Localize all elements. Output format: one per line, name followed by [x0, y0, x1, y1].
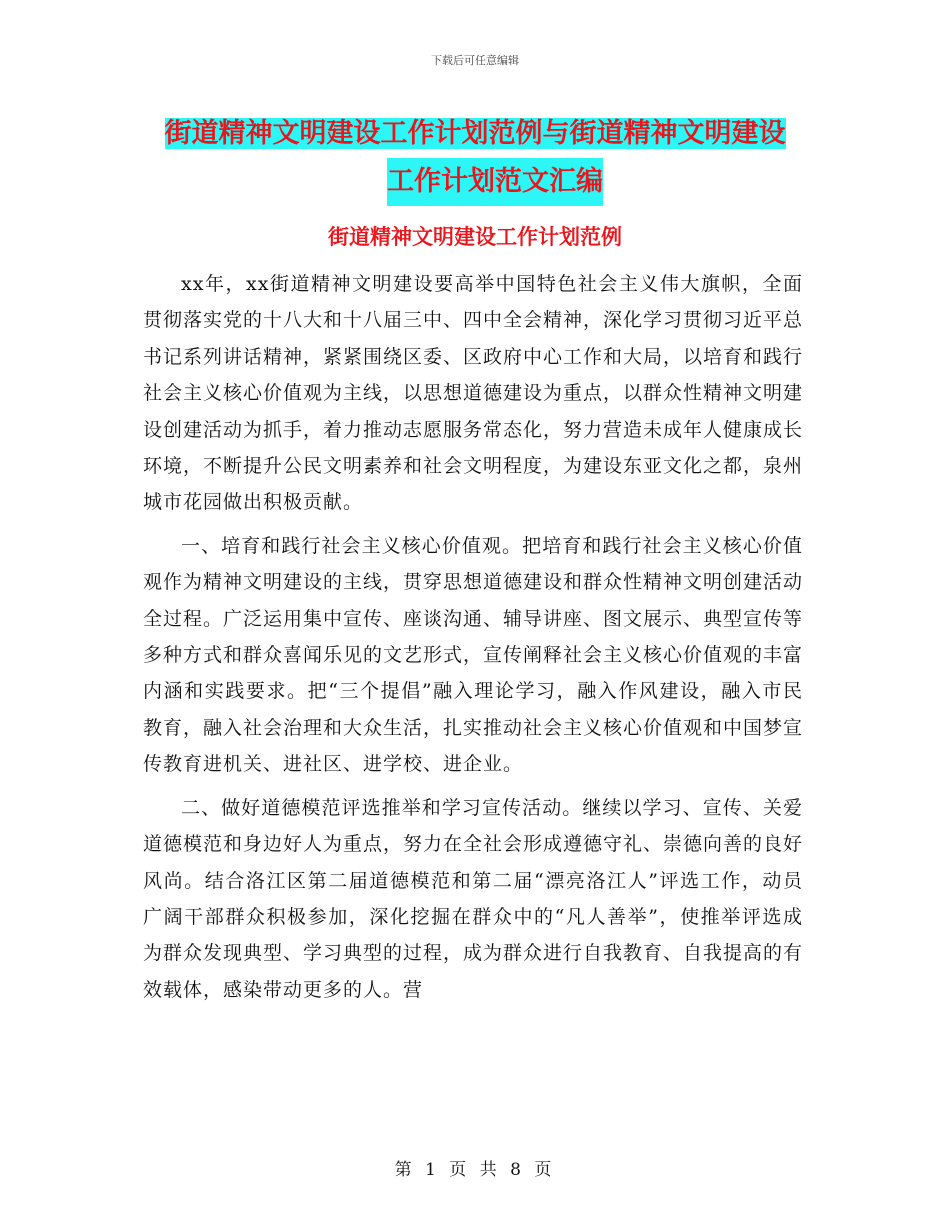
body-text: [143, 266, 803, 1015]
paragraph: 一、培育和践行社会主义核心价值观。把培育和践行社会主义核心价值观作为精神文明建设的主线，贯穿思想道德建设和群众性精神文明创建活动全过程。广泛运用集中宣传、座谈沟通、辅导讲座、图文展示、典型宣传等多种方式和群众喜闻乐见的文艺形式，宣传阐释社会主义核心价值观的丰富内涵和实践要求。把“三个提倡”融入理论学习，融入作风建设，融入市民教育，融入社会治理和大众生活，扎实推动社会主义核心价值观和中国梦宣传教育进机关、进社区、进学校、进企业。: [143, 534, 804, 776]
section-title: 街道精神文明建设工作计划范例: [328, 225, 622, 249]
header-note: 下载后可任意编辑: [431, 54, 519, 67]
paragraph: 二、做好道德模范评选推举和学习宣传活动。继续以学习、宣传、关爱道德模范和身边好人为重点，努力在全社会形成遵德守礼、崇德向善的良好风尚。结合洛江区第二届道德模范和第二届“漂亮洛江人”评选工作，动员广阔干部群众积极参加，深化挖掘在群众中的“凡人善举”，使推举评选成为群众发现典型、学习典型的过程，成为群众进行自我教育、自我提高的有效载体，感染带动更多的人。营: [143, 796, 804, 1001]
page-number-footer: 第 1 页 共 8 页: [394, 1160, 556, 1180]
title-line-2: 工作计划范文汇编: [387, 158, 603, 206]
paragraph: xx年，xx街道精神文明建设要高举中国特色社会主义伟大旗帜，全面贯彻落实党的十八大和十八届三中、四中全会精神，深化学习贯彻习近平总书记系列讲话精神，紧紧围绕区委、区政府中心工作和大局，以培育和践行社会主义核心价值观为主线，以思想道德建设为重点，以群众性精神文明建设创建活动为抓手，着力推动志愿服务常态化，努力营造未成年人健康成长环境，不断提升公民文明素养和社会文明程度，为建设东亚文化之都，泉州城市花园做出积极贡献。: [143, 273, 804, 514]
title-line-1: 街道精神文明建设工作计划范例与街道精神文明建设: [164, 118, 786, 149]
document-title: [0, 110, 950, 206]
